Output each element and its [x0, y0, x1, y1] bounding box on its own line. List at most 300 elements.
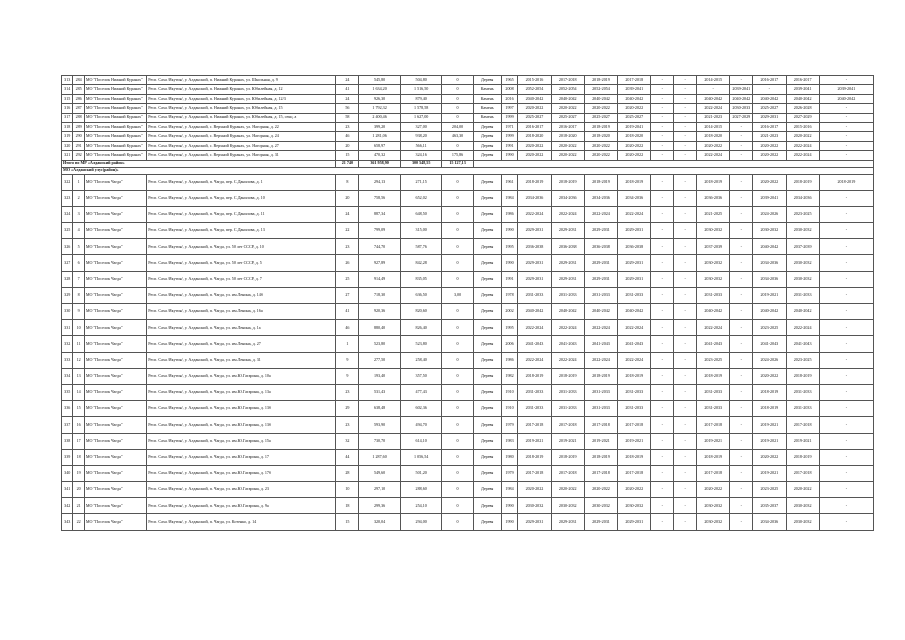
address-cell: Респ. Саха /Якутия/, у. Алданский, п. Нижний Куранах, ул. Юбилейная, д. 12/3 — [147, 94, 336, 103]
table-row — [62, 76, 874, 85]
address-cell: Респ. Саха /Якутия/, у. Алданский, п. Чагда, пер. С.Данилова, д. 10 — [147, 190, 336, 206]
value-cell: - — [819, 255, 873, 271]
value-cell: - — [730, 320, 753, 336]
value-cell: - — [651, 287, 674, 303]
value-cell: Деревя — [473, 514, 501, 530]
value-cell: 1984 — [501, 190, 518, 206]
value-cell: - — [730, 352, 753, 368]
value-cell: - — [674, 76, 697, 85]
value-cell: 2018-2019 — [697, 174, 730, 190]
value-cell: 24 — [336, 206, 359, 222]
value-cell: 2031-2033 — [618, 287, 651, 303]
value-cell: 2031-2033 — [786, 287, 819, 303]
value-cell: Камень — [473, 85, 501, 94]
value-cell: 2023-2025 — [753, 320, 786, 336]
value-cell: - — [674, 336, 697, 352]
value-cell: 2030-2032 — [584, 498, 617, 514]
value-cell: 15 — [336, 151, 359, 160]
value-cell: 2029-2031 — [584, 223, 617, 239]
value-cell: 2021-2023 — [697, 113, 730, 122]
value-cell: 2022-2024 — [584, 206, 617, 222]
value-cell: 2031-2033 — [551, 384, 584, 400]
value-cell: - — [819, 271, 873, 287]
address-cell: Респ. Саха /Якутия/, у. Алданский, с. Верхний Куранах, ул. Нагорная, д. 24 — [147, 132, 336, 141]
value-cell: 652,02 — [400, 190, 442, 206]
value-cell: 2030-2032 — [786, 271, 819, 287]
value-cell: 2034-2036 — [753, 255, 786, 271]
value-cell: 2020-2022 — [753, 174, 786, 190]
municipality-cell: МО "Поселок Чагда" — [84, 336, 146, 352]
value-cell: 2020-2022 — [584, 482, 617, 498]
value-cell: 2031-2033 — [551, 401, 584, 417]
value-cell: 1 634,20 — [359, 85, 401, 94]
value-cell: 2020-2022 — [518, 482, 551, 498]
table-row — [62, 384, 874, 400]
municipality-cell: МО "Поселок Чагда" — [84, 255, 146, 271]
address-cell: Респ. Саха /Якутия/, у. Алданский, п. Чагда, ул. им.Ю.Гагарина, д. 13б — [147, 401, 336, 417]
value-cell: 288,60 — [400, 482, 442, 498]
row-number-cell: 327 — [62, 255, 73, 271]
value-cell: 258,40 — [400, 352, 442, 368]
value-cell: - — [730, 151, 753, 160]
value-cell: 2018-2019 — [551, 174, 584, 190]
address-cell: Респ. Саха /Якутия/, у. Алданский, п. Чагда, ул. 50 лет СССР, д. 10 — [147, 239, 336, 255]
value-cell: 2020-2022 — [753, 449, 786, 465]
value-cell: - — [753, 85, 786, 94]
value-cell: 2019-2021 — [551, 433, 584, 449]
table-row — [62, 239, 874, 255]
value-cell: 2021-2025 — [697, 206, 730, 222]
value-cell: 1910 — [501, 384, 518, 400]
value-cell: 758,56 — [359, 190, 401, 206]
sub-number-cell: 17 — [73, 433, 84, 449]
value-cell: 2022-2024 — [618, 352, 651, 368]
value-cell: 1997 — [501, 104, 518, 113]
value-cell: 2030-2032 — [697, 498, 730, 514]
value-cell: 2018-2020 — [618, 132, 651, 141]
value-cell: 2031-2033 — [551, 287, 584, 303]
value-cell: - — [819, 122, 873, 131]
value-cell: - — [651, 94, 674, 103]
value-cell: 2037-2039 — [786, 239, 819, 255]
value-cell: 2018-2020 — [518, 132, 551, 141]
municipality-cell: МО "Поселок Чагда" — [84, 304, 146, 320]
address-cell: Респ. Саха /Якутия/, у. Алданский, п. Чагда, ул. им.Ю.Гагарина, д. 10а — [147, 368, 336, 384]
value-cell: 193,40 — [359, 368, 401, 384]
value-cell: 2022-2024 — [786, 141, 819, 150]
municipality-cell: МО "Поселок Чагда" — [84, 206, 146, 222]
value-cell: 2040-2042 — [618, 94, 651, 103]
value-cell: - — [651, 122, 674, 131]
value-cell: 2020-2022 — [618, 151, 651, 160]
value-cell: - — [730, 76, 753, 85]
value-cell: 2029-2031 — [618, 271, 651, 287]
value-cell: 2030-2032 — [697, 271, 730, 287]
value-cell: 2018-2019 — [584, 122, 617, 131]
value-cell: 2031-2033 — [697, 401, 730, 417]
table-row — [62, 174, 874, 190]
value-cell: Деревя — [473, 384, 501, 400]
table-row — [62, 433, 874, 449]
value-cell: 2014-2015 — [697, 122, 730, 131]
value-cell: - — [819, 449, 873, 465]
value-cell: 2029-2031 — [518, 271, 551, 287]
value-cell: 2016 — [501, 94, 518, 103]
value-cell: 1 056,54 — [400, 449, 442, 465]
value-cell: 0 — [442, 141, 473, 150]
value-cell: - — [651, 433, 674, 449]
value-cell: 2020-2022 — [618, 141, 651, 150]
value-cell: 2020-2022 — [753, 141, 786, 150]
value-cell: - — [651, 304, 674, 320]
value-cell: 2039-2041 — [730, 85, 753, 94]
value-cell: 2036-2038 — [584, 239, 617, 255]
total-area: 361 958,90 — [359, 160, 401, 168]
value-cell: - — [674, 514, 697, 530]
value-cell: 1991 — [501, 141, 518, 150]
value-cell: 0 — [442, 206, 473, 222]
value-cell: 20 — [336, 190, 359, 206]
value-cell: - — [730, 174, 753, 190]
total-nonliving-area: 15 127,13 — [442, 160, 473, 168]
value-cell: 2025-2027 — [753, 104, 786, 113]
value-cell: 2024-2026 — [753, 206, 786, 222]
row-number-cell: 342 — [62, 498, 73, 514]
value-cell: 2016-2017 — [786, 76, 819, 85]
value-cell: 1990 — [501, 255, 518, 271]
value-cell: 297,10 — [359, 482, 401, 498]
value-cell: - — [730, 271, 753, 287]
municipality-cell: МО "Поселок Нижний Куранах" — [84, 122, 146, 131]
value-cell: 2040-2042 — [753, 239, 786, 255]
value-cell: - — [674, 104, 697, 113]
value-cell: 18 — [336, 498, 359, 514]
value-cell: 2023-2025 — [697, 352, 730, 368]
value-cell: 2052-2054 — [584, 85, 617, 94]
value-cell: 271,15 — [400, 174, 442, 190]
value-cell: 2022-2024 — [786, 320, 819, 336]
municipality-cell: МО "Поселок Чагда" — [84, 433, 146, 449]
value-cell: Деревя — [473, 336, 501, 352]
municipality-cell: МО "Поселок Чагда" — [84, 271, 146, 287]
address-cell: Респ. Саха /Якутия/, у. Алданский, п. Чагда, ул. Котенко, д. 14 — [147, 514, 336, 530]
sub-number-cell: 14 — [73, 384, 84, 400]
value-cell: - — [651, 320, 674, 336]
sub-number-cell: 284 — [73, 76, 84, 85]
value-cell: - — [651, 113, 674, 122]
value-cell: 2020-2022 — [551, 482, 584, 498]
address-cell: Респ. Саха /Якутия/, у. Алданский, п. Чагда, пер. С.Данилова, д. 11 — [147, 206, 336, 222]
value-cell: - — [730, 514, 753, 530]
municipality-cell: МО "Поселок Нижний Куранах" — [84, 94, 146, 103]
address-cell: Респ. Саха /Якутия/, у. Алданский, п. Чагда, ул. им.Ю.Гагарина, д. 13а — [147, 384, 336, 400]
value-cell: 2025-2027 — [551, 113, 584, 122]
value-cell: 2041-2043 — [551, 336, 584, 352]
municipality-cell: МО "Поселок Чагда" — [84, 239, 146, 255]
value-cell: - — [819, 304, 873, 320]
table-row — [62, 151, 874, 160]
value-cell: - — [674, 113, 697, 122]
value-cell: 2031-2033 — [786, 401, 819, 417]
table-row — [62, 368, 874, 384]
value-cell: 2030-2032 — [786, 498, 819, 514]
value-cell: 470,32 — [359, 151, 401, 160]
value-cell: - — [730, 223, 753, 239]
value-cell: 0 — [442, 401, 473, 417]
value-cell: 842,28 — [400, 255, 442, 271]
value-cell: - — [819, 190, 873, 206]
value-cell: - — [819, 336, 873, 352]
value-cell: - — [819, 514, 873, 530]
value-cell: 2040-2042 — [584, 94, 617, 103]
value-cell: 2016-2017 — [753, 76, 786, 85]
value-cell: 2019-2021 — [786, 433, 819, 449]
table-row — [62, 94, 874, 103]
value-cell: 2020-2022 — [551, 151, 584, 160]
value-cell: 2041-2043 — [753, 336, 786, 352]
value-cell: 0 — [442, 320, 473, 336]
value-cell: 2037-2039 — [697, 239, 730, 255]
value-cell: Деревя — [473, 433, 501, 449]
value-cell: 2019-2021 — [753, 433, 786, 449]
value-cell: 1995 — [501, 320, 518, 336]
value-cell: 1 792,32 — [359, 104, 401, 113]
value-cell: 463,30 — [442, 132, 473, 141]
value-cell: - — [651, 141, 674, 150]
row-number-cell: 320 — [62, 141, 73, 150]
value-cell: 2026-2028 — [786, 104, 819, 113]
value-cell: - — [651, 76, 674, 85]
total-row — [62, 160, 874, 168]
value-cell: 277,50 — [359, 352, 401, 368]
value-cell: 2029-2031 — [551, 223, 584, 239]
value-cell: 2029-2031 — [551, 255, 584, 271]
value-cell: 2018-2019 — [518, 449, 551, 465]
value-cell: - — [674, 320, 697, 336]
value-cell: 523,80 — [359, 336, 401, 352]
municipality-cell: МО "Поселок Чагда" — [84, 368, 146, 384]
value-cell: 2039-2041 — [819, 85, 873, 94]
value-cell: - — [819, 498, 873, 514]
value-cell: 1 627,00 — [400, 113, 442, 122]
value-cell: Деревя — [473, 417, 501, 433]
value-cell: 927,89 — [359, 255, 401, 271]
value-cell: 28 — [336, 465, 359, 481]
value-cell: Деревя — [473, 239, 501, 255]
value-cell: 2018-2019 — [551, 368, 584, 384]
value-cell: 2020-2022 — [518, 141, 551, 150]
value-cell: 41 — [336, 304, 359, 320]
value-cell: 636,50 — [400, 287, 442, 303]
sub-number-cell: 287 — [73, 104, 84, 113]
value-cell: 2034-2036 — [786, 190, 819, 206]
municipality-cell: МО "Поселок Чагда" — [84, 482, 146, 498]
address-cell: Респ. Саха /Якутия/, у. Алданский, п. Чагда, пер. С.Данилова, д. 13 — [147, 223, 336, 239]
value-cell: - — [651, 401, 674, 417]
value-cell: 2022-2024 — [518, 320, 551, 336]
value-cell: 2036-2038 — [551, 239, 584, 255]
sub-number-cell: 286 — [73, 94, 84, 103]
value-cell: 0 — [442, 113, 473, 122]
value-cell: 2029-2031 — [551, 271, 584, 287]
value-cell: 2052-2054 — [518, 85, 551, 94]
table-row — [62, 482, 874, 498]
value-cell: 0 — [442, 336, 473, 352]
value-cell: 2031-2033 — [518, 401, 551, 417]
municipality-cell: МО "Поселок Чагда" — [84, 352, 146, 368]
value-cell: 2031-2033 — [584, 384, 617, 400]
sub-number-cell: 3 — [73, 206, 84, 222]
row-number-cell: 315 — [62, 94, 73, 103]
value-cell: 2025-2027 — [518, 113, 551, 122]
municipality-cell: МО "Поселок Нижний Куранах" — [84, 132, 146, 141]
value-cell: - — [674, 239, 697, 255]
address-cell: Респ. Саха /Якутия/, у. Алданский, п. Нижний Куранах, ул. Школьная, д. 9 — [147, 76, 336, 85]
value-cell: - — [651, 336, 674, 352]
value-cell: 2040-2042 — [518, 304, 551, 320]
value-cell: - — [819, 141, 873, 150]
value-cell: 2017-2018 — [697, 417, 730, 433]
value-cell: 1961 — [501, 174, 518, 190]
value-cell: 2040-2042 — [584, 304, 617, 320]
table-row — [62, 465, 874, 481]
value-cell: 27 — [336, 287, 359, 303]
value-cell: 1971 — [501, 122, 518, 131]
value-cell: - — [819, 417, 873, 433]
value-cell: 2029-2031 — [584, 271, 617, 287]
municipality-cell: МО "Поселок Нижний Куранах" — [84, 113, 146, 122]
value-cell: 2018-2019 — [697, 368, 730, 384]
municipality-cell: МО "Поселок Чагда" — [84, 384, 146, 400]
value-cell: - — [819, 465, 873, 481]
value-cell: 2031-2033 — [697, 384, 730, 400]
row-number-cell: 324 — [62, 206, 73, 222]
value-cell: 2018-2019 — [584, 368, 617, 384]
value-cell: 1990 — [501, 151, 518, 160]
value-cell: 32 — [336, 433, 359, 449]
municipality-cell: МО "Поселок Чагда" — [84, 465, 146, 481]
value-cell: 2029-2031 — [584, 514, 617, 530]
value-cell: - — [651, 417, 674, 433]
value-cell: - — [674, 122, 697, 131]
value-cell: 204,00 — [442, 122, 473, 131]
table-row — [62, 498, 874, 514]
value-cell: - — [674, 352, 697, 368]
value-cell: 2020-2022 — [518, 151, 551, 160]
value-cell: - — [651, 151, 674, 160]
value-cell: - — [819, 206, 873, 222]
value-cell: 593,90 — [359, 417, 401, 433]
municipality-cell: МО "Поселок Чагда" — [84, 498, 146, 514]
value-cell: - — [651, 368, 674, 384]
value-cell: 2029-2031 — [584, 255, 617, 271]
value-cell: 2034-2036 — [518, 190, 551, 206]
address-cell: Респ. Саха /Якутия/, у. Алданский, п. Чагда, ул. им.Ю.Гагарина, д. 17б — [147, 465, 336, 481]
value-cell: 1 287,60 — [359, 449, 401, 465]
value-cell: 0 — [442, 174, 473, 190]
value-cell: Деревя — [473, 401, 501, 417]
repair-schedule-table — [61, 75, 874, 531]
address-cell: Респ. Саха /Якутия/, у. Алданский, п. Чагда, ул. им.Ленина, д. 31 — [147, 352, 336, 368]
value-cell: Деревя — [473, 465, 501, 481]
total-living-area: 300 548,55 — [400, 160, 442, 168]
value-cell: 1 281,06 — [359, 132, 401, 141]
value-cell: 2040-2042 — [753, 94, 786, 103]
value-cell: 0 — [442, 514, 473, 530]
value-cell: 887,34 — [359, 206, 401, 222]
value-cell: 2020-2022 — [753, 368, 786, 384]
sub-number-cell: 290 — [73, 132, 84, 141]
value-cell: 2029-2031 — [551, 514, 584, 530]
row-number-cell: 335 — [62, 384, 73, 400]
value-cell: 0 — [442, 255, 473, 271]
value-cell: 658,97 — [359, 141, 401, 150]
housing-repair-schedule-sheet — [61, 75, 874, 531]
value-cell: - — [730, 132, 753, 141]
value-cell: - — [730, 498, 753, 514]
value-cell: 648,50 — [400, 206, 442, 222]
municipality-cell: МО "Поселок Нижний Куранах" — [84, 85, 146, 94]
sub-number-cell: 1 — [73, 174, 84, 190]
value-cell: - — [674, 449, 697, 465]
value-cell: 22 — [336, 223, 359, 239]
value-cell: 23 — [336, 384, 359, 400]
value-cell: 2040-2042 — [786, 304, 819, 320]
value-cell: 2031-2033 — [518, 287, 551, 303]
value-cell: Деревя — [473, 449, 501, 465]
value-cell: - — [674, 433, 697, 449]
sub-number-cell: 15 — [73, 401, 84, 417]
sub-number-cell: 19 — [73, 465, 84, 481]
value-cell: - — [674, 304, 697, 320]
value-cell: - — [674, 190, 697, 206]
value-cell: 9 — [336, 352, 359, 368]
value-cell: 2022-2024 — [584, 352, 617, 368]
value-cell: 1982 — [501, 368, 518, 384]
value-cell: 2017-2018 — [551, 76, 584, 85]
total-label: Итого по МР «Алданский район» — [62, 160, 336, 168]
value-cell: 24 — [336, 94, 359, 103]
value-cell: 2030-2032 — [697, 223, 730, 239]
value-cell: 2040-2042 — [551, 94, 584, 103]
value-cell: 9 — [336, 368, 359, 384]
sub-number-cell: 285 — [73, 85, 84, 94]
municipality-cell: МО "Поселок Чагда" — [84, 514, 146, 530]
value-cell: 0 — [442, 271, 473, 287]
value-cell: 2041-2043 — [518, 336, 551, 352]
value-cell: 2021-2023 — [753, 132, 786, 141]
value-cell: 2022-2024 — [618, 320, 651, 336]
sub-number-cell: 10 — [73, 320, 84, 336]
value-cell: 1986 — [501, 206, 518, 222]
value-cell: 2002 — [501, 304, 518, 320]
value-cell: 2039-2041 — [753, 190, 786, 206]
value-cell: Деревя — [473, 255, 501, 271]
table-row — [62, 320, 874, 336]
address-cell: Респ. Саха /Якутия/, у. Алданский, п. Чагда, ул. 50 лет СССР, д. 5 — [147, 255, 336, 271]
table-row — [62, 449, 874, 465]
value-cell: 8 — [336, 174, 359, 190]
value-cell: Деревя — [473, 498, 501, 514]
value-cell: 15 — [336, 514, 359, 530]
value-cell: 880,40 — [359, 320, 401, 336]
value-cell: 294,13 — [359, 174, 401, 190]
value-cell: Деревя — [473, 223, 501, 239]
municipality-cell: МО "Поселок Чагда" — [84, 320, 146, 336]
value-cell: 2040-2042 — [730, 94, 753, 103]
value-cell: 2019-2021 — [518, 433, 551, 449]
value-cell: 2041-2043 — [786, 336, 819, 352]
